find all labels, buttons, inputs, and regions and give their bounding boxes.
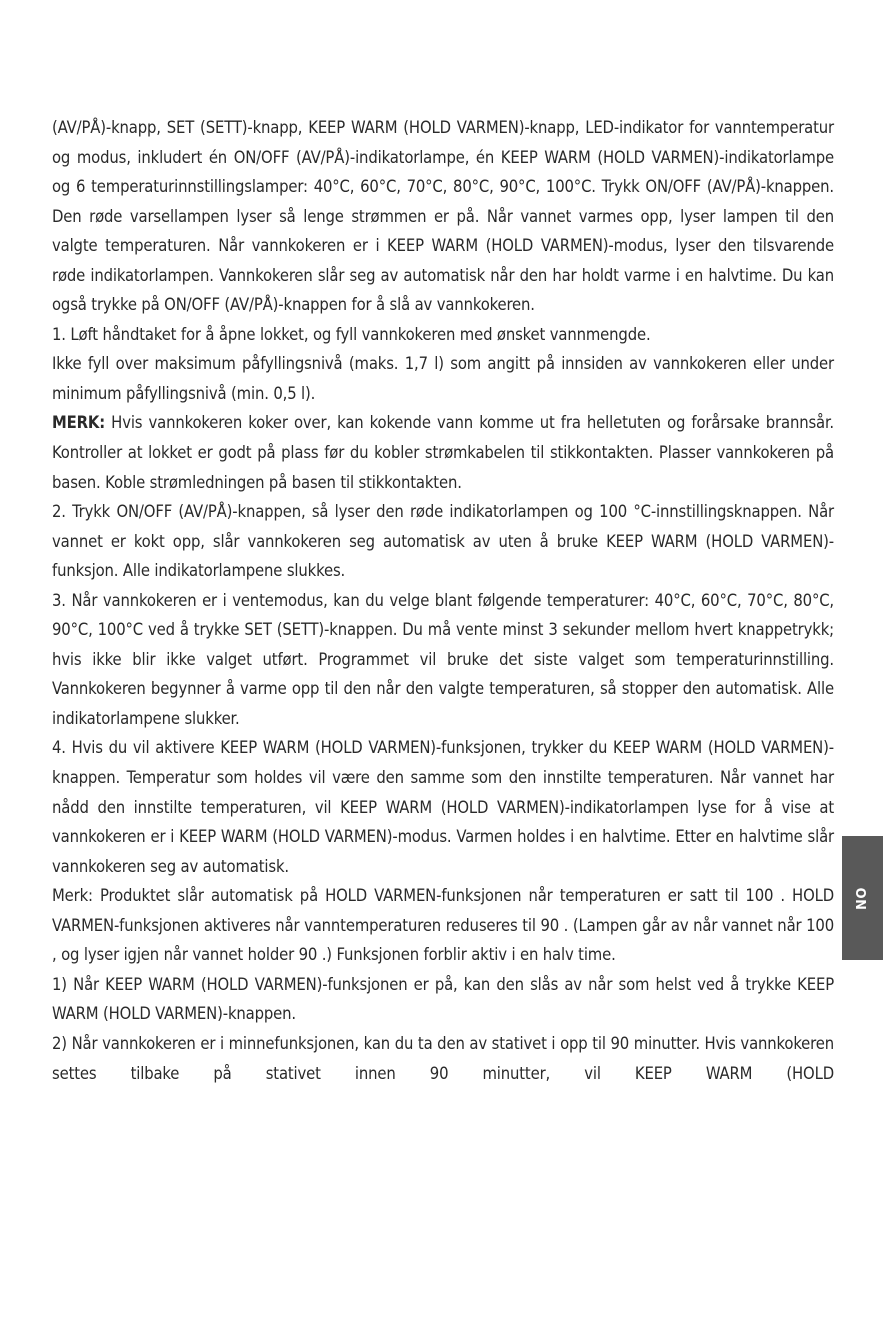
warning-text: Hvis vannkokeren koker over, kan kokende vann komme ut fra helletuten og forårsake brannsår. Kontroller at lokket er godt på plass før du kobler strømkabelen til stikkontakten. Plasser vannkokeren på basen. Koble strømledningen på basen til stikkontakten. — [52, 413, 834, 492]
step-3-paragraph: 3. Når vannkokeren er i ventemodus, kan du velge blant følgende temperaturer: 40°C, 60°C, 70°C, 80°C, 90°C, 100°C ved å trykke SET (SETT)-knappen. Du må vente minst 3 sekunder mellom hvert knappetrykk; hvis ikke blir ikke valget utført. Programmet vil bruke det siste valget som temperaturinnstilling. Vannkokeren begynner å varme opp til den når den valgte temperaturen, så stopper den automatisk. Alle indikatorlampene slukker. — [52, 590, 834, 728]
fill-level-paragraph: Ikke fyll over maksimum påfyllingsnivå (maks. 1,7 l) som angitt på innsiden av vannkokeren eller under minimum påfyllingsnivå (min. 0,5 l). — [52, 354, 834, 403]
keep-warm-off-paragraph: 1) Når KEEP WARM (HOLD VARMEN)-funksjonen er på, kan den slås av når som helst ved å trykke KEEP WARM (HOLD VARMEN)-knappen. — [52, 974, 834, 1024]
step-1-paragraph: 1. Løft håndtaket for å åpne lokket, og fyll vannkokeren med ønsket vannmengde. — [52, 324, 651, 344]
warning-label: MERK: — [52, 413, 106, 433]
intro-paragraph: (AV/PÅ)-knapp, SET (SETT)-knapp, KEEP WARM (HOLD VARMEN)-knapp, LED-indikator for vanntemperatur og modus, inkludert én ON/OFF (AV/PÅ)-indikatorlampe, én KEEP WARM (HOLD VARMEN)-indikatorlampe og 6 temperaturinnstillingslamper: 40°C, 60°C, 70°C, 80°C, 90°C, 100°C. Trykk ON/OFF (AV/PÅ)-knappen. Den røde varsellampen lyser så lenge strømmen er på. Når vannet varmes opp, lyser lampen til den valgte temperaturen. Når vannkokeren er i KEEP WARM (HOLD VARMEN)-modus, lyser den tilsvarende røde indikatorlampen. Vannkokeren slår seg av automatisk når den har holdt varme i en halvtime. Du kan også trykke på ON/OFF (AV/PÅ)-knappen for å slå av vannkokeren. — [52, 118, 834, 315]
note-paragraph: Merk: Produktet slår automatisk på HOLD VARMEN-funksjonen når temperaturen er satt til 100 . HOLD VARMEN-funksjonen aktiveres når vanntemperaturen reduseres til 90 . (Lampen går av når vannet når 100 , og lyser igjen når vannet holder 90 .) Funksjonen forblir aktiv i en halv time. — [52, 886, 834, 965]
warning-paragraph — [52, 408, 834, 497]
page-body-text — [52, 113, 834, 1088]
language-tab-label: NO — [855, 886, 870, 910]
language-tab — [842, 836, 883, 960]
step-2-paragraph: 2. Trykk ON/OFF (AV/PÅ)-knappen, så lyser den røde indikatorlampen og 100 °C-innstillingsknappen. Når vannet er kokt opp, slår vannkokeren seg automatisk av uten å bruke KEEP WARM (HOLD VARMEN)-funksjon. Alle indikatorlampene slukkes. — [52, 502, 834, 581]
step-4-paragraph: 4. Hvis du vil aktivere KEEP WARM (HOLD VARMEN)-funksjonen, trykker du KEEP WARM (HOLD VARMEN)-knappen. Temperatur som holdes vil være den samme som den innstilte temperaturen. Når vannet har nådd den innstilte temperaturen, vil KEEP WARM (HOLD VARMEN)-indikatorlampen lyse for å vise at vannkokeren er i KEEP WARM (HOLD VARMEN)-modus. Varmen holdes i en halvtime. Etter en halvtime slår vannkokeren seg av automatisk. — [52, 738, 834, 876]
memory-function-paragraph: 2) Når vannkokeren er i minnefunksjonen, kan du ta den av stativet i opp til 90 minutter. Hvis vannkokeren settes tilbake på stativet innen 90 minutter, vil KEEP WARM (HOLD — [52, 1033, 834, 1083]
